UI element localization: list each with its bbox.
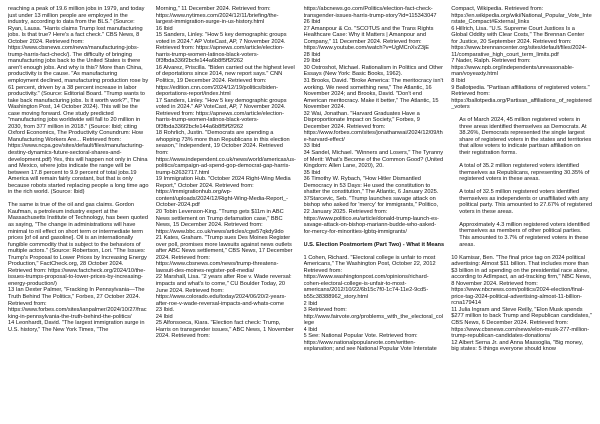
paragraph: 23 Ibid.	[155, 307, 175, 314]
paragraph: The same is true of the oil and gas claims. Gordon Kaufman, a petroleum industry expert at the Massachusetts Institute of Technology, has been quoted as saying, "The change in administrations will have minimal to nil effect on short term or intermediate term prices [of oil and gasoline]. Oil is an internationally fungible commodity that is subject to the behaviors of multiple actors." (Source: Robertson, Lori. "The Issues: Trump's Proposal to Lower Prices by Increasing Energy Production," FactCheck.org, 28 October 2024. Retrieved from: https://www.factcheck.org/2024/10/the-issues-trumps-proposal-to-lower-prices-by-increasing-energy-production/)	[8, 202, 148, 287]
paragraph: 13 Ian Dexter Palmer, "Fracking In Pennsylvania—The Truth Behind The Politics," Forbes, 27 October 2024. Retrieved from: https://www.forbes.com/sites/ianpalmer/2024/10/27/fracking-in-pennsylvania-the-truth-behind-the-politics/	[8, 287, 147, 320]
paragraph: 3 Retrieved from: http://www.fairvote.org/problems_with_the_electoral_college	[303, 307, 444, 327]
bullet-list	[451, 117, 592, 248]
paragraph: Compact, Wikipedia. Retrieved from: https://en.wikipedia.org/wiki/National_Popular_Vote_Interstate_Compact#External_links	[451, 6, 592, 26]
paragraph: 5 See: National Popular Vote. Retrieved from: https://www.nationalpopularvote.com/written-explanation; and see National Popular Vote Interstate	[303, 333, 437, 353]
paragraph: 8 Ibid	[451, 78, 466, 85]
paragraph: 37Starcevic, Seb. "Trump launches savage attack on bishop who asked for 'mercy' for immigrants," Politico, 22 January 2025. Retrieved from: https://www.politico.eu/article/donald-trump-launch-es-savage-attack-on-bishop-mariann-budde-who-asked-for-mercy-for-minorities-lgbtq-immigrants/	[303, 195, 439, 235]
paragraph: 19 Immigration Hub. "October 2024 Right-Wing Media Report," October 2024. Retrieved from: https://immigrationhub.org/wp-content/uploads/2024/12/Right-Wing-Media-Report_-October-2024.pdf	[155, 176, 291, 209]
paragraph: 21 Kates, Graham. "Trump sues Des Moines Register over poll, promises more lawsuits against news outlets after ABC News settlement," CBS News, 17 December 2024. Retrieved from: https://www.cbsnews.com/news/trump-threatens-lawsuit-des-moines-register-poll-media/	[155, 235, 293, 274]
paragraph: 15 Sanders, Linley. "How 5 key demographic groups voted in 2024." AP VoteCast, AP, 7 November 2024. Retrieved from: https://apnews.com/article/election-harris-trump-women-latinos-black-voters-0f3fbda336f2bcfe144a6b8f5ff2f262	[155, 32, 287, 65]
paragraph: https://abcnews.go.com/Politics/election-fact-check-transgender-issues-harris-trump-story?id=115343047	[303, 6, 437, 19]
section-heading: U.S. Election Postmortem (Part Two) - What it Means	[303, 241, 445, 248]
paragraph: 25 Alfonsoeca, Kiara. "Election fact check: Trump, Harris on transgender issues," ABC News, 1 November 2024. Retrieved from:	[155, 320, 294, 340]
paragraph: 17 Sanders, Linley. "How 5 key demographic groups voted in 2024." AP VoteCast, AP, 7 November 2024. Retrieved from: https://apnews.com/article/election-harris-trump-women-latinos-black-voters-0f3fbda336f2bcfe144a6b8f5ff2f262	[155, 97, 287, 130]
bullet-item: • A total of 32.5 million registered voters identified themselves as independents or unaffiliated with any political party. This amounted to 27.67% of registered voters in these areas.	[459, 189, 592, 215]
paragraph: 34 Sandel, Michael. "Winners and Losers," The Tyranny of Merit: What's Become of the Common Good? (United Kingdom: Allen Lane, 2020), 20.	[303, 150, 444, 170]
paragraph: 10 Kamisar, Ben. "The final price tag on 2024 political advertising: Almost $11 billion. That includes more than $3 billion in ad spending on the presidential race alone, according to AdImpact, an ad-tracking firm," NBC News, 8 November 2024. Retrieved from: https://www.nbcnews.com/politics/2024-election/final-price-tag-2024-political-advertising-almost-11-billion-rcna179414	[451, 254, 592, 307]
paragraph: 16 Ibid	[155, 25, 173, 32]
paragraph: 2 Ibid	[303, 300, 318, 307]
paragraph: 35 Ibid	[303, 169, 321, 176]
paragraph: reaching a peak of 19.6 million jobs in 1979, and today just under 13 million people are employed in the industry, according to data from the BLS." (Source: Ryan, Lausa. "Harris claims Trump lost manufacturing jobs. Is that true? Here's a fact check." CBS News, 8 October 2024. Retrieved from: https://www.cbsnews.com/news/manufacturing-jobs-trump-harris-fact-check/). The difficulty of bringing manufacturing jobs back to the United States is there aren't enough jobs. And why is this? More than China, productivity is the cause. "As manufacturing employment declined, manufacturing production rose by 61 percent, driven by a 38 percent increase in labor productivity." (Source: Editorial Board. "Trump wants to take back manufacturing jobs. Is it worth work?", The Washington Post, 14 October 2024). This will be the case moving forward. One study predicted "manufacturing jobs worldwide will fall to 20 million in 2030, from 377 million in 2018." (Source: Ibid; citing Oxford Economics, The Productivity Conundrum: How Manufacturing Workers Are... Retrieved from: https://www.ncpa.gov/sites/default/files/manufacturing-destiny-dynamics-future-sectoral-shares-and-development.pdf) Yes, this will happen not only in China and Mexico, where jobs indicate the range will be between 17.8 percent to 9.9 percent of total jobs.19 America will remain fairly constant, but that is only because robots started replacing people a long time ago in the rich world. (Source: Ibid)	[8, 6, 149, 196]
paragraph: Morning," 11 December 2024. Retrieved from: https://www.nytimes.com/2024/12/11/briefing/the-largest-immigration-surge-in-us-history.html	[155, 6, 279, 26]
paragraph: 29 Ibid	[303, 58, 321, 65]
paragraph: 11 Julia Ingram and Steve Reilly, "Elon Musk spends $277 million to back Trump and Republican candidates," CBS News, 6 December 2024. Retrieved from: https://www.cbsnews.com/news/elon-musk-277-million-trump-republican-candidates-donations/	[451, 306, 592, 340]
bullet-item: • Approximately 4.3 million registered voters identified themselves as members of other political parties. This amounted to 3.7% of registered voters in these areas.	[459, 222, 592, 248]
paragraph: 12 Albert Serna Jr. and Anna Massoglia, "Big money, big states: 5 things everyone should know	[451, 339, 583, 353]
paragraph: 31 Brooks, David. "Broke America: The meritocracy isn't working. We need something new," The Atlantic, 16 November 2024; and Brooks, David. "Don't end American meritocracy. Make it better," The Atlantic, 15 November 2024.	[303, 78, 444, 111]
paragraph: 6 Hillrich, Lisa. "U.S. Supreme Court Justices Is a Global Oddity with Clear Costs," The Brennan Center for Justice, 20 September 2024. Retrieved from: https://www.brennancenter.org/sites/default/files/2024-11/comparative_high_court_term_limits.pdf	[451, 25, 587, 58]
paragraph: 36 Timothy W. Rybach, "How Hitler Dismantled Democracy in 53 Days: He used the constitution to shatter the constitution," The Atlantic, 6 January 2025.	[303, 176, 439, 196]
paragraph: 20 Tobin Levenson-King. "Trump gets $11m in ABC News settlement on Trump defamation case," BBC News, 15 December 2024. Retrieved from: https://www.bbc.co.uk/news/articles/cgw57qkdy9do	[155, 208, 284, 235]
paragraph: 7 Nader, Ralph. Retrieved from: https://www.npb.org/independents/unreasonable-man/voyeaxty.html	[451, 58, 574, 78]
paragraph: 14 Leonhardt, David. "The largest immigration surge in U.S. history," The New York Times, "The	[8, 320, 145, 333]
paragraph: 27 Amanpour & Co. "SCOTUS and the Trans Rights Healthcare Case: Why it Matters | Amanpour and Company," 11 December 2024. Retrieved from: https://www.youtube.com/watch?v=UgMCnXvZ3jE	[303, 25, 434, 52]
paragraph: 9 Ballotpedia. "Partisan affiliations of registered voters." Retrieved from: https://ballotpedia.org/Partisan_affiliations_of_registered_voters	[451, 84, 592, 111]
paragraph: 4 Ibid	[303, 326, 318, 333]
paragraph: 22 Marshall, Lisa. "2 years after Roe v. Wade reversal: impacts and what's to come," CU Boulder Today, 20 June 2024. Retrieved from: https://www.colorado.edu/today/2024/06/20/2-years-after-roe-v-wade-reversal-impacts-and-whats-come	[155, 274, 292, 307]
paragraph: 1 Cohen, Richard. "Electoral college is unfair to most Americans," The Washington Post, October 22, 2012 Retrieved from: https://www.washingtonpost.com/opinions/richard-cohen-electoral-college-is-unfair-to-most-americans/2012/10/22/6b15c7f0-1c74-11e2-9cd5-b55c38388962_story.html	[303, 254, 436, 300]
paragraph: 28 Ibid	[303, 51, 321, 58]
paragraph: 24 Ibid	[155, 313, 173, 320]
paragraph: 33 Ibid	[303, 143, 321, 150]
bullet-item: • As of March 2024, 45 million registered voters in three areas identified themselves as Democrats. At 38.26%, Democrats represented the single largest share of registered voters in the states and territories that allow voters to indicate partisan affiliation on their registration forms.	[459, 117, 592, 156]
bullet-item: • A total of 35.2 million registered voters identified themselves as Republicans, representing 30.35% of registered voters in these areas.	[459, 163, 592, 183]
paragraph: 26 Ibid	[303, 19, 321, 26]
paragraph: 30 Ostroshot, Michael. Rationalism in Politics and Other Essays (New York: Basic Books, 1962).	[303, 64, 444, 78]
paragraph: 18 Rohrlich, Justin. "Democrats are spending a whopping 73% more than Republicans in this election season," Independent, 19 October 2024. Retrieved from: https://www.independent.co.uk/news/world/americas/us-politics/campaign-ad-spend-gop-democrat-gap-harris-trump-b2632717.html	[155, 130, 296, 176]
paragraph: 16 Alvarez, Priscilla. "Biden carried out the highest level of deportations since 2014, new report says." CNN Politics, 19 December 2024. Retrieved from: https://edition.cnn.com/2024/12/19/politics/biden-deportations-report/index.html	[155, 64, 295, 98]
text-column-1	[8, 6, 149, 420]
text-column-2	[156, 6, 297, 420]
text-column-4	[451, 6, 592, 420]
paragraph: 32 Wai, Jonathan. "Harvard Graduates Have a Disproportionate Impact on Society," Forbes, 9 December 2024. Retrieved from: https://www.forbes.com/sites/jonathanwai/2024/12/09/the-harvard-effect/	[303, 110, 443, 143]
text-column-3	[304, 6, 445, 420]
